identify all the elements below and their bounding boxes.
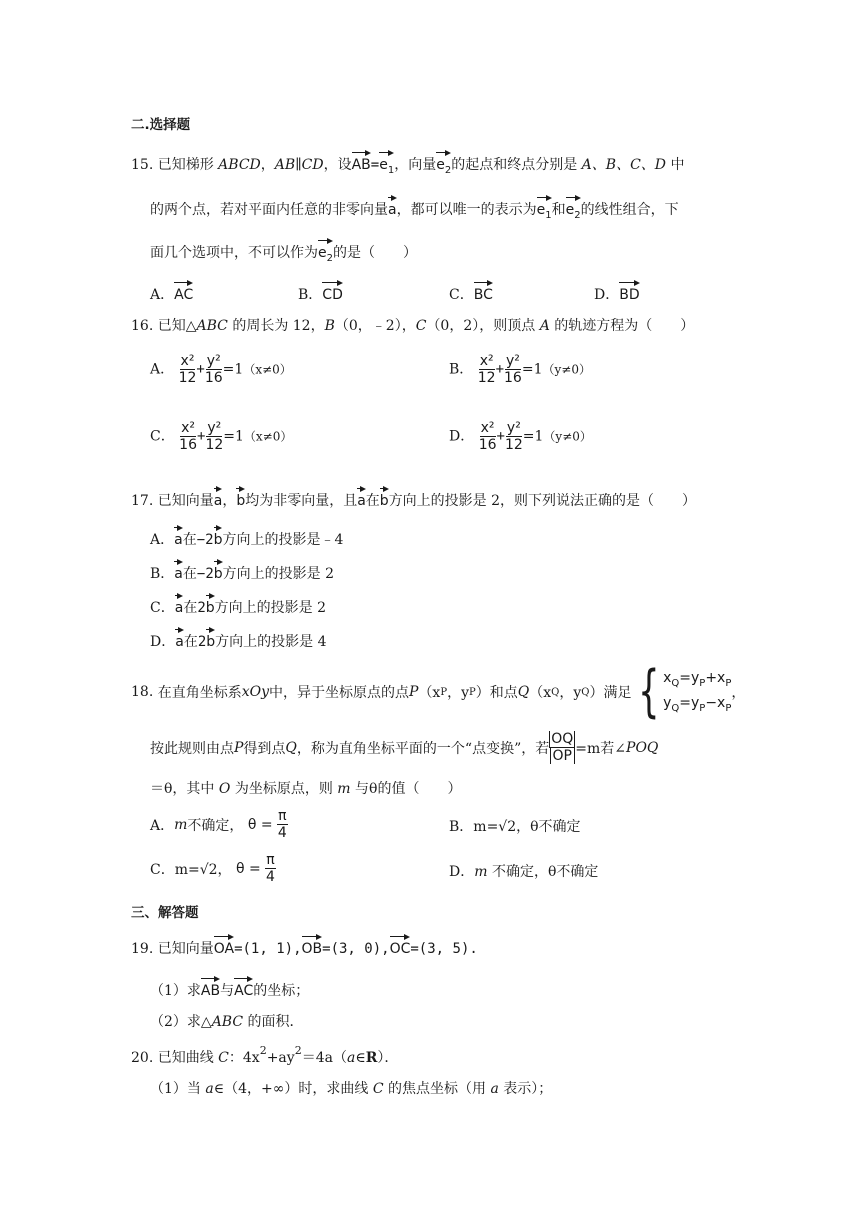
coefficient: 2 bbox=[197, 634, 207, 650]
text: 的两个点，若对平面内任意的非零向量 bbox=[150, 202, 388, 218]
fraction bbox=[265, 852, 275, 885]
q15-option-b bbox=[298, 280, 343, 304]
text: B bbox=[324, 318, 335, 334]
ratio-fraction bbox=[549, 731, 575, 764]
fraction bbox=[504, 353, 522, 386]
option-label: C． bbox=[449, 287, 474, 303]
q16-option-d bbox=[449, 420, 592, 453]
fraction bbox=[179, 420, 197, 453]
text: y bbox=[663, 695, 672, 711]
fraction bbox=[179, 353, 197, 386]
text: A bbox=[539, 318, 550, 334]
vector-ab: AB bbox=[352, 150, 371, 172]
subscript: 1 bbox=[545, 209, 552, 221]
option-label: B． bbox=[449, 361, 474, 378]
option-vector: AC bbox=[174, 280, 193, 302]
coefficient: 2 bbox=[197, 600, 206, 616]
text: （2）求△ bbox=[150, 1014, 212, 1030]
fraction bbox=[505, 420, 523, 453]
vector-value: =(3, 0), bbox=[322, 941, 390, 957]
subscript: P bbox=[469, 686, 476, 698]
text: +ay bbox=[266, 1050, 295, 1066]
numerator: x² bbox=[180, 353, 195, 369]
subscript: P bbox=[440, 686, 448, 698]
text: 的起点和终点分别是 bbox=[451, 157, 582, 173]
option-label: A． bbox=[150, 817, 175, 834]
option-label: B． bbox=[449, 819, 474, 835]
vector-a: a bbox=[357, 486, 366, 508]
subscript: Q bbox=[671, 702, 680, 714]
text: Q bbox=[285, 739, 297, 756]
fraction bbox=[205, 420, 223, 453]
text: ABC bbox=[211, 1014, 244, 1030]
question-15-line-3 bbox=[150, 238, 417, 264]
q16-option-b bbox=[449, 353, 591, 386]
vector-a: a bbox=[175, 627, 184, 649]
equals-sign: = bbox=[370, 157, 380, 173]
text: m bbox=[337, 781, 351, 797]
fraction bbox=[205, 353, 223, 386]
text: 在 bbox=[182, 532, 197, 548]
q15-option-c bbox=[449, 280, 493, 304]
text: e bbox=[565, 202, 575, 218]
question-number: 15. bbox=[131, 157, 154, 173]
subscript: Q bbox=[671, 678, 680, 689]
text: 的焦点坐标（用 bbox=[383, 1081, 491, 1097]
vector-a: a bbox=[214, 486, 223, 508]
numerator: x² bbox=[479, 353, 494, 369]
text: 的面积． bbox=[243, 1014, 304, 1030]
text: 的周长为 12， bbox=[227, 318, 325, 334]
question-number: 16. bbox=[131, 318, 154, 334]
numerator: π bbox=[266, 852, 275, 868]
text: 方向上的投影是 2，则下列说法正确的是（ ） bbox=[388, 493, 697, 509]
text: 中 bbox=[666, 157, 685, 173]
subscript: 2 bbox=[326, 252, 333, 264]
text: ∈ bbox=[355, 1050, 366, 1066]
subscript: P bbox=[725, 702, 732, 714]
text: ＝θ，其中 bbox=[150, 781, 219, 797]
text: 在 bbox=[182, 566, 197, 582]
vector-ab: AB bbox=[201, 976, 220, 998]
option-text: 方向上的投影是﹣4 bbox=[222, 532, 344, 548]
vector-oc: OC bbox=[390, 934, 411, 956]
option-vector: CD bbox=[322, 280, 343, 302]
equation-rhs: =1 bbox=[222, 361, 244, 378]
subscript: P bbox=[725, 678, 732, 689]
q17-option-b bbox=[150, 559, 334, 583]
option-vector: BD bbox=[619, 280, 639, 302]
question-18-line-3 bbox=[150, 778, 461, 798]
question-18-line-1 bbox=[131, 659, 746, 724]
question-number: 18. bbox=[131, 684, 154, 700]
vector-b: b bbox=[380, 486, 389, 508]
numerator: OQ bbox=[551, 731, 574, 747]
text: ，y bbox=[447, 685, 469, 701]
vector-b: b bbox=[236, 486, 245, 508]
text: 表示）； bbox=[498, 1081, 553, 1097]
option-vector: BC bbox=[474, 280, 493, 302]
option-label: A． bbox=[150, 287, 175, 303]
text: ，y bbox=[559, 685, 582, 701]
question-18-line-2 bbox=[150, 731, 658, 764]
text: 在 bbox=[183, 600, 198, 616]
superscript: 2 bbox=[294, 1044, 302, 1057]
q19-part-2 bbox=[150, 1011, 304, 1031]
denominator: 16 bbox=[204, 370, 223, 387]
numerator: y² bbox=[506, 420, 521, 436]
text: 与θ的值（ ） bbox=[350, 781, 462, 797]
text: ，称为直角坐标平面的一个“点变换”，若 bbox=[296, 740, 550, 757]
fraction bbox=[277, 808, 287, 841]
text: （x bbox=[529, 685, 552, 701]
text: （0，2），则顶点 bbox=[426, 318, 540, 334]
q15-option-d bbox=[594, 280, 640, 304]
text: 不确定， bbox=[187, 817, 244, 834]
left-brace: { bbox=[638, 659, 660, 724]
text: ：4x bbox=[228, 1050, 260, 1066]
text: m bbox=[474, 864, 488, 880]
denominator: OP bbox=[550, 748, 575, 764]
option-text: 方向上的投影是 2 bbox=[222, 566, 334, 582]
option-label: B． bbox=[298, 287, 323, 303]
system-lines bbox=[663, 667, 731, 717]
text: ，设 bbox=[323, 157, 352, 173]
condition: （y≠0） bbox=[542, 362, 591, 377]
text: O bbox=[218, 781, 231, 797]
subscript: 1 bbox=[387, 164, 395, 176]
coefficient: −2 bbox=[196, 566, 214, 582]
plus-sign: + bbox=[197, 428, 206, 445]
text: 得到点 bbox=[243, 740, 286, 757]
vector-e2 bbox=[318, 238, 333, 264]
vector-e2 bbox=[566, 195, 581, 221]
equation-rhs: =1 bbox=[223, 428, 244, 445]
text: ABCD bbox=[218, 157, 261, 173]
vector-oa: OA bbox=[214, 934, 234, 956]
question-20-stem bbox=[131, 1044, 398, 1067]
option-text: m=√2， bbox=[174, 861, 232, 878]
denominator: 12 bbox=[205, 437, 224, 454]
text: A、B、C、D bbox=[581, 157, 667, 173]
q18-option-c bbox=[150, 852, 276, 885]
question-15-line-2 bbox=[150, 195, 679, 221]
text: ∥ bbox=[295, 157, 302, 173]
equation-rhs: =1 bbox=[521, 361, 543, 378]
section-title-choice: 二.选择题 bbox=[131, 117, 191, 133]
text: 的坐标； bbox=[253, 983, 310, 999]
option-text: m=√2，θ不确定 bbox=[473, 819, 581, 835]
text: e bbox=[318, 245, 327, 261]
subscript: Q bbox=[551, 686, 560, 698]
text: R bbox=[365, 1050, 378, 1066]
q20-part-1 bbox=[150, 1078, 552, 1098]
vector-b: b bbox=[214, 559, 223, 581]
vector-a: a bbox=[388, 195, 397, 217]
text: e bbox=[379, 157, 388, 173]
option-label: C． bbox=[150, 428, 175, 445]
plus-sign: + bbox=[495, 361, 505, 378]
subscript: P bbox=[699, 678, 706, 689]
q17-option-c bbox=[150, 593, 326, 617]
option-label: A． bbox=[150, 532, 175, 548]
option-text: 方向上的投影是 2 bbox=[214, 600, 326, 616]
vector-a: a bbox=[174, 559, 183, 581]
denominator: 12 bbox=[504, 437, 523, 454]
denominator: 12 bbox=[477, 370, 496, 387]
numerator: x² bbox=[480, 420, 495, 436]
theta-equals: θ = bbox=[247, 816, 273, 833]
text: Q bbox=[517, 684, 530, 700]
text: （1）求 bbox=[150, 983, 201, 999]
text: P bbox=[234, 739, 244, 756]
vector-ob: OB bbox=[302, 934, 323, 956]
numerator: y² bbox=[505, 353, 520, 369]
option-label: D． bbox=[150, 634, 176, 650]
vector-e2 bbox=[436, 150, 451, 176]
text: 已知向量 bbox=[157, 941, 214, 957]
theta-equals: θ = bbox=[236, 860, 261, 877]
text: ＝4a（ bbox=[301, 1050, 347, 1066]
q18-option-d bbox=[449, 861, 598, 881]
question-number: 20. bbox=[131, 1050, 154, 1066]
coefficient: −2 bbox=[196, 532, 214, 548]
vector-a: a bbox=[175, 593, 184, 615]
text: 在 bbox=[365, 493, 380, 509]
text: a bbox=[346, 1050, 356, 1066]
question-17-stem bbox=[131, 486, 696, 510]
vector-e1 bbox=[379, 150, 394, 176]
denominator: 16 bbox=[478, 437, 497, 454]
q17-option-d bbox=[150, 627, 327, 651]
text: 均为非零向量，且 bbox=[245, 493, 358, 509]
vector-e1 bbox=[537, 195, 552, 221]
q18-option-b bbox=[449, 816, 581, 836]
question-16-stem bbox=[131, 315, 694, 335]
question-number: 19. bbox=[131, 941, 154, 957]
numerator: x² bbox=[181, 420, 196, 436]
numerator: y² bbox=[206, 353, 221, 369]
vector-ac: AC bbox=[234, 976, 253, 998]
vector-b: b bbox=[214, 525, 223, 547]
text: m bbox=[174, 816, 188, 833]
option-label: C． bbox=[150, 861, 175, 878]
condition: （x≠0） bbox=[243, 362, 292, 377]
text: 和 bbox=[551, 202, 566, 218]
text: 已知向量 bbox=[157, 493, 214, 509]
text: ， bbox=[260, 157, 275, 173]
text: 的轨迹方程为（ ） bbox=[549, 318, 695, 334]
fraction bbox=[479, 420, 497, 453]
text: a bbox=[490, 1081, 499, 1097]
question-15-line-1 bbox=[131, 150, 684, 176]
vector-b: b bbox=[206, 593, 215, 615]
text: POQ bbox=[626, 739, 659, 756]
option-text: 方向上的投影是 4 bbox=[215, 634, 327, 650]
denominator: 16 bbox=[179, 437, 197, 454]
q19-part-1 bbox=[150, 976, 309, 1000]
numerator: y² bbox=[207, 420, 222, 436]
option-text: 不确定，θ不确定 bbox=[487, 864, 599, 880]
text: C bbox=[372, 1081, 384, 1097]
text: =y bbox=[679, 670, 700, 687]
subscript: 2 bbox=[574, 209, 581, 221]
plus-sign: + bbox=[196, 361, 205, 378]
question-19-stem bbox=[131, 934, 478, 958]
text: 面几个选项中，不可以作为 bbox=[150, 245, 318, 261]
equation-rhs: =1 bbox=[522, 428, 544, 445]
system-line-1 bbox=[663, 667, 731, 692]
text: 为坐标原点，则 bbox=[230, 781, 338, 797]
text: 与 bbox=[220, 983, 235, 999]
plus-sign: + bbox=[496, 428, 505, 445]
text: 在直角坐标系 bbox=[157, 685, 242, 701]
text: ，向量 bbox=[394, 157, 437, 173]
vector-a: a bbox=[174, 525, 183, 547]
text: AB bbox=[274, 157, 296, 173]
system-line-2 bbox=[663, 692, 731, 717]
text: ， bbox=[731, 685, 746, 701]
text: 的线性组合，下 bbox=[580, 202, 679, 218]
text: 已知曲线 bbox=[157, 1050, 219, 1066]
text: （x bbox=[418, 685, 441, 701]
text: a bbox=[205, 1081, 214, 1097]
text: 按此规则由点 bbox=[150, 740, 234, 757]
vector-value: =(1, 1), bbox=[234, 941, 302, 957]
text: ABC bbox=[196, 318, 228, 334]
text: （1）当 bbox=[150, 1081, 206, 1097]
text: ）． bbox=[377, 1050, 399, 1066]
option-label: A． bbox=[150, 361, 175, 378]
q16-option-c bbox=[150, 420, 292, 453]
text: ∈（4，+∞）时，求曲线 bbox=[213, 1081, 373, 1097]
text: ）满足 bbox=[589, 685, 632, 701]
text: C bbox=[415, 318, 427, 334]
option-label: C． bbox=[150, 600, 175, 616]
numerator: π bbox=[278, 808, 287, 824]
text: 在 bbox=[183, 634, 198, 650]
subscript: Q bbox=[581, 686, 590, 698]
text: ）和点 bbox=[475, 685, 518, 701]
text: 中，异于坐标原点的点 bbox=[269, 685, 410, 701]
subscript: P bbox=[699, 702, 706, 714]
option-label: B． bbox=[150, 566, 175, 582]
text: CD bbox=[301, 157, 324, 173]
text: C bbox=[218, 1050, 229, 1066]
text: 已知△ bbox=[157, 318, 197, 334]
text: e bbox=[536, 202, 546, 218]
condition: （x≠0） bbox=[243, 429, 293, 444]
subscript: 2 bbox=[444, 164, 452, 176]
option-label: D． bbox=[449, 864, 475, 880]
section-title-answer: 三、解答题 bbox=[131, 905, 199, 921]
text: P bbox=[409, 684, 419, 700]
question-number: 17. bbox=[131, 493, 154, 509]
text: =m若∠ bbox=[575, 740, 627, 757]
text: xOy bbox=[241, 684, 270, 700]
denominator: 12 bbox=[178, 370, 197, 387]
q18-option-a bbox=[150, 808, 288, 841]
vector-b: b bbox=[206, 627, 215, 649]
text: ， bbox=[222, 493, 237, 509]
text: 已知梯形 bbox=[157, 157, 219, 173]
text: e bbox=[436, 157, 445, 173]
text: x bbox=[663, 670, 672, 687]
text: −x bbox=[705, 695, 726, 711]
q15-option-a bbox=[150, 280, 193, 304]
text: =y bbox=[679, 695, 700, 711]
q16-option-a bbox=[150, 353, 292, 386]
q17-option-a bbox=[150, 525, 343, 549]
denominator: 16 bbox=[504, 370, 522, 387]
denominator: 4 bbox=[265, 869, 275, 886]
text: +x bbox=[705, 670, 726, 687]
fraction bbox=[478, 353, 496, 386]
vector-value: =(3, 5). bbox=[410, 941, 478, 957]
text: ，都可以唯一的表示为 bbox=[396, 202, 537, 218]
condition: （y≠0） bbox=[543, 429, 592, 444]
option-label: D． bbox=[594, 287, 620, 303]
text: （0，﹣2）， bbox=[334, 318, 416, 334]
option-label: D． bbox=[449, 428, 475, 445]
superscript: 2 bbox=[259, 1044, 267, 1057]
equation-system bbox=[631, 659, 732, 724]
denominator: 4 bbox=[277, 825, 287, 842]
text: 的是（ ） bbox=[333, 245, 417, 261]
